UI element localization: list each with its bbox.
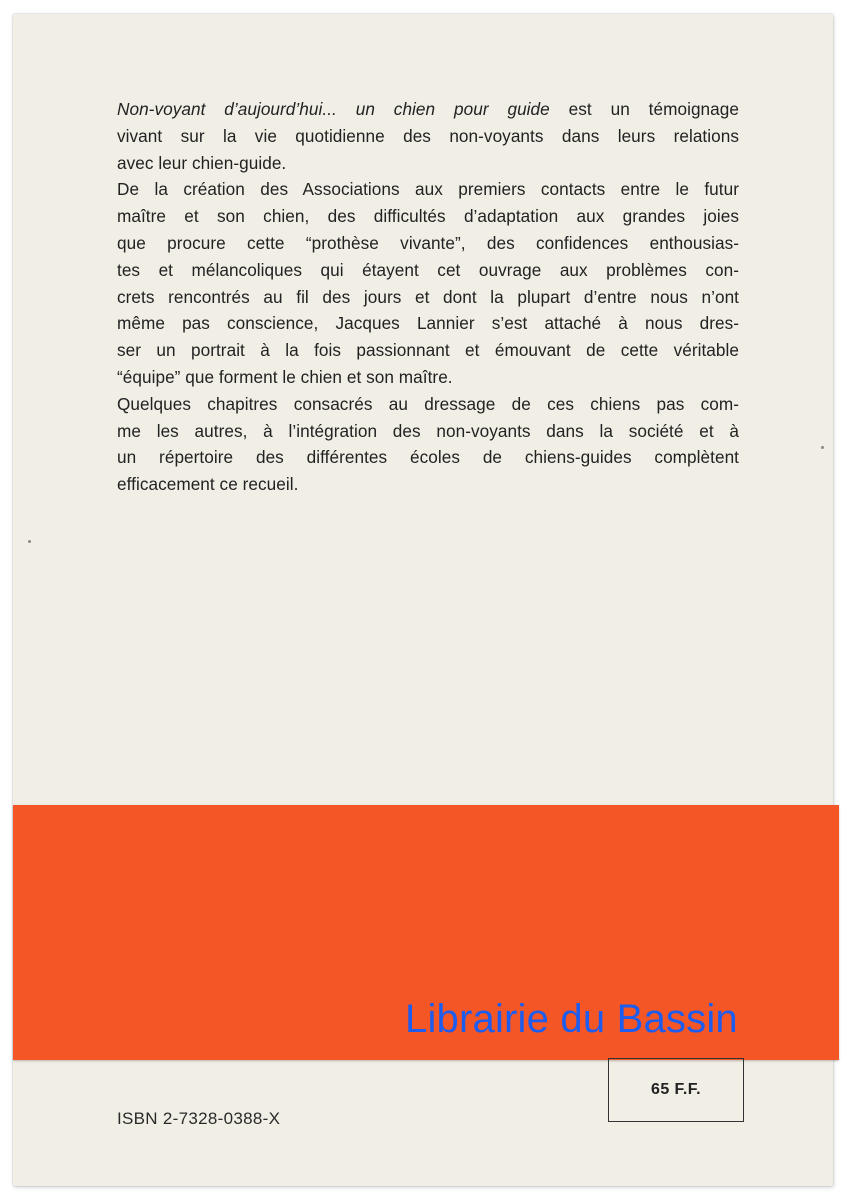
blurb-line: tes et mélancoliques qui étayent cet ouvrage aux problèmes con- — [117, 259, 739, 280]
blurb-line: même pas conscience, Jacques Lannier s’est attaché à nous dres- — [117, 313, 739, 334]
blurb-line: avec leur chien-guide. — [117, 152, 287, 173]
price-label: 65 F.F. — [651, 1081, 701, 1098]
blurb-line: un répertoire des différentes écoles de chiens-guides complètent — [117, 447, 739, 468]
blurb-line-1-rest: est un témoignage — [549, 99, 739, 119]
blurb-line: me les autres, à l’intégration des non-voyants dans la société et à — [117, 420, 739, 441]
blurb-line-1 — [117, 96, 739, 123]
blurb-line: que procure cette “prothèse vivante”, des confidences enthousias- — [117, 232, 739, 253]
blurb-line: Quelques chapitres consacrés au dressage de ces chiens pas com- — [117, 393, 739, 414]
bookseller-watermark: Librairie du Bassin — [405, 997, 738, 1041]
paper-speck — [28, 540, 31, 543]
isbn-label: ISBN 2-7328-0388-X — [117, 1109, 281, 1128]
price-box — [608, 1058, 744, 1122]
blurb-line: efficacement ce recueil. — [117, 474, 299, 495]
blurb-text — [117, 96, 739, 498]
blurb-line: “équipe” que forment le chien et son maître. — [117, 366, 453, 387]
blurb-line: maître et son chien, des difficultés d’adaptation aux grandes joies — [117, 206, 739, 227]
book-title-italic: Non-voyant d’aujourd’hui... un chien pour guide — [117, 99, 550, 119]
blurb-line: vivant sur la vie quotidienne des non-voyants dans leurs relations — [117, 125, 739, 146]
blurb-line: ser un portrait à la fois passionnant et émouvant de cette véritable — [117, 340, 739, 361]
blurb-line: De la création des Associations aux premiers contacts entre le futur — [117, 179, 739, 200]
blurb-line: crets rencontrés au fil des jours et dont la plupart d’entre nous n’ont — [117, 286, 739, 307]
paper-speck — [821, 446, 824, 449]
